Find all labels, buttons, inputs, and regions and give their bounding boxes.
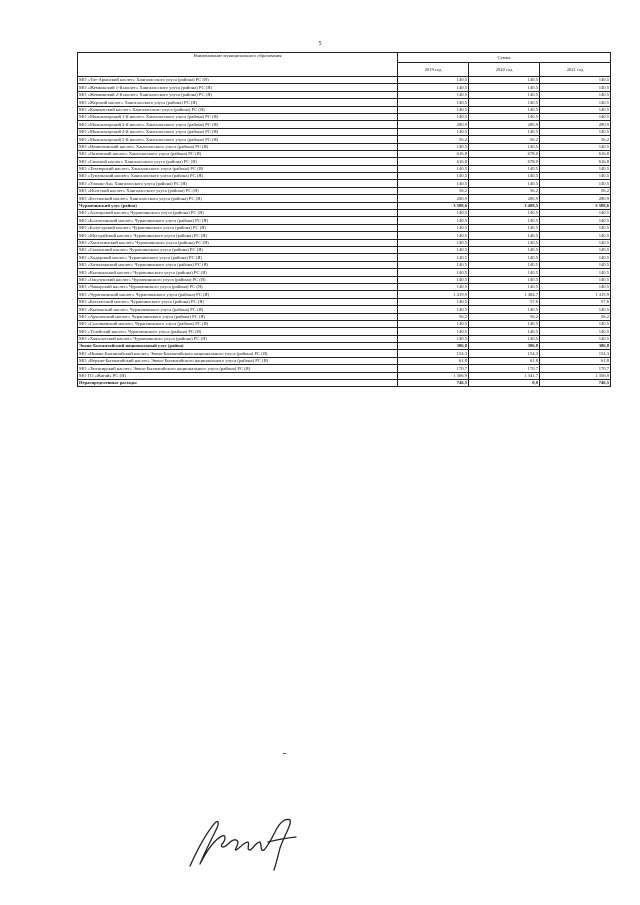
amount-2021-cell: 3 588,6	[540, 202, 611, 209]
municipality-name-cell: МО «Техтюрский наслег» Хангаласского улуса (района) РС (Я)	[78, 165, 398, 172]
table-row	[78, 91, 611, 98]
amount-2020-cell: 140,5	[469, 77, 540, 84]
amount-2020-cell: 140,5	[469, 113, 540, 120]
amount-2021-cell: 154,3	[540, 350, 611, 357]
amount-2020-cell: 170,7	[469, 365, 540, 372]
amount-2020-cell: 678,0	[469, 150, 540, 157]
amount-2020-cell: 140,5	[469, 328, 540, 335]
amount-2020-cell: 57,6	[469, 298, 540, 305]
table-row	[78, 269, 611, 276]
amount-2019-cell: 140,5	[398, 276, 469, 283]
amount-2021-cell: 1 356,9	[540, 372, 611, 379]
amount-2020-cell: 140,5	[469, 254, 540, 261]
amount-2020-cell: 140,5	[469, 173, 540, 180]
amount-2019-cell: 1 419,9	[398, 291, 469, 298]
amount-2019-cell: 1 306,9	[398, 372, 469, 379]
table-row	[78, 121, 611, 128]
amount-2019-cell: 56,2	[398, 187, 469, 194]
header-year-2021: 2021 год	[540, 62, 611, 76]
amount-2020-cell: 140,5	[469, 232, 540, 239]
amount-2020-cell: 140,5	[469, 165, 540, 172]
amount-2020-cell: 140,5	[469, 217, 540, 224]
municipality-name-cell: МО «Синский наслег» Хангаласского улуса (района) РС (Я)	[78, 158, 398, 165]
amount-2021-cell: 140,5	[540, 84, 611, 91]
amount-2019-cell: 280,9	[398, 121, 469, 128]
amount-2021-cell: 56,2	[540, 187, 611, 194]
municipality-name-cell: МО «Кытыкский наслег» Чурапчинского улуса (района) РС (Я)	[78, 306, 398, 313]
amount-2020-cell: 678,0	[469, 158, 540, 165]
amount-2019-cell: 140,5	[398, 91, 469, 98]
amount-2020-cell: 56,2	[469, 313, 540, 320]
table-row	[78, 343, 611, 350]
amount-2021-cell: 140,5	[540, 232, 611, 239]
municipality-name-cell: МО «Соловьевский наслег» Чурапчинского улуса (района) РС (Я)	[78, 320, 398, 327]
table-row	[78, 328, 611, 335]
amount-2019-cell: 746,5	[398, 380, 469, 387]
municipality-name-cell: МО «Болтогинский наслег» Чурапчинского улуса (района) РС (Я)	[78, 217, 398, 224]
amount-2019-cell: 140,5	[398, 84, 469, 91]
table-row	[78, 261, 611, 268]
amount-2020-cell: 140,5	[469, 283, 540, 290]
amount-2020-cell: 61,8	[469, 357, 540, 364]
amount-2019-cell: 140,5	[398, 128, 469, 135]
amount-2019-cell: 140,5	[398, 254, 469, 261]
amount-2019-cell: 140,5	[398, 143, 469, 150]
amount-2021-cell: 57,6	[540, 298, 611, 305]
amount-2021-cell: 140,5	[540, 143, 611, 150]
amount-2020-cell: 140,5	[469, 320, 540, 327]
municipality-name-cell: МО «Жемконский 2-й наслег» Хангаласского улуса (района) РС (Я)	[78, 91, 398, 98]
amount-2021-cell: 616,8	[540, 150, 611, 157]
table-row	[78, 210, 611, 217]
amount-2021-cell: 280,9	[540, 121, 611, 128]
table-row	[78, 239, 611, 246]
table-row	[78, 276, 611, 283]
amount-2019-cell: 140,5	[398, 217, 469, 224]
amount-2021-cell: 56,2	[540, 136, 611, 143]
municipality-name-cell: МО «Верхне-Бытантайский наслег» Эвено-Бытантайского национального улуса (района) РС (Я)	[78, 357, 398, 364]
amount-2021-cell: 170,7	[540, 365, 611, 372]
amount-2021-cell: 61,8	[540, 357, 611, 364]
amount-2021-cell: 140,5	[540, 217, 611, 224]
amount-2021-cell: 140,5	[540, 276, 611, 283]
amount-2019-cell: 140,5	[398, 232, 469, 239]
amount-2020-cell: 140,5	[469, 99, 540, 106]
amount-2019-cell: 61,8	[398, 357, 469, 364]
amount-2021-cell: 1 419,9	[540, 291, 611, 298]
amount-2021-cell: 386,8	[540, 343, 611, 350]
amount-2021-cell: 140,5	[540, 261, 611, 268]
amount-2019-cell: 140,5	[398, 239, 469, 246]
municipality-name-cell: МО «Мугудайский наслег» Чурапчинского улуса (района) РС (Я)	[78, 232, 398, 239]
municipality-name-cell: МО «Тит-Арынский наслег» Хангаласского улуса (района) РС (Я)	[78, 77, 398, 84]
amount-2019-cell: 140,5	[398, 106, 469, 113]
municipality-name-cell: МО «Нижне-Бытантайский наслег» Эвено-Бытантайского национального улуса (района) РС (Я)	[78, 350, 398, 357]
amount-2021-cell: 280,9	[540, 195, 611, 202]
amount-2021-cell: 140,5	[540, 283, 611, 290]
municipality-name-cell: Чурапчинский улус (район)	[78, 202, 398, 209]
table-row	[78, 357, 611, 364]
amount-2021-cell: 140,5	[540, 246, 611, 253]
amount-2019-cell: 170,7	[398, 365, 469, 372]
table-row	[78, 84, 611, 91]
table-row	[78, 283, 611, 290]
table-row	[78, 113, 611, 120]
municipality-name-cell: МО «Жемконский 1-й наслег» Хангаласского улуса (района) РС (Я)	[78, 84, 398, 91]
municipality-name-cell: МО «Хоптогинский наслег» Чурапчинского улуса (района) РС (Я)	[78, 239, 398, 246]
amount-2019-cell: 56,2	[398, 313, 469, 320]
municipality-name-cell: МО «Алагарский наслег» Чурапчинского улуса (района) РС (Я)	[78, 210, 398, 217]
amount-2021-cell: 140,5	[540, 173, 611, 180]
amount-2020-cell: 386,8	[469, 343, 540, 350]
amount-2019-cell: 140,5	[398, 173, 469, 180]
amount-2021-cell: 140,5	[540, 99, 611, 106]
table-row	[78, 195, 611, 202]
municipality-name-cell: МО «Октемский наслег» Хангаласского улуса (района) РС (Я)	[78, 150, 398, 157]
amount-2020-cell: 280,9	[469, 195, 540, 202]
amount-2020-cell: 140,5	[469, 239, 540, 246]
amount-2021-cell: 140,5	[540, 113, 611, 120]
table-row	[78, 291, 611, 298]
table-row	[78, 180, 611, 187]
table-row	[78, 224, 611, 231]
table-row	[78, 128, 611, 135]
table-row	[78, 99, 611, 106]
table-row	[78, 365, 611, 372]
amount-2019-cell: 616,8	[398, 150, 469, 157]
amount-2020-cell: 1 484,7	[469, 291, 540, 298]
municipality-name-cell: Эвено-Бытантайский национальный улус (район)	[78, 343, 398, 350]
table-row	[78, 77, 611, 84]
table-row	[78, 298, 611, 305]
amount-2019-cell: 140,5	[398, 261, 469, 268]
amount-2019-cell: 140,5	[398, 320, 469, 327]
header-sum: Сумма	[398, 53, 611, 63]
amount-2020-cell: 0,0	[469, 380, 540, 387]
amount-2019-cell: 154,3	[398, 350, 469, 357]
amount-2020-cell: 140,5	[469, 180, 540, 187]
municipality-name-cell: МО «Жерский наслег» Хангаласского улуса (района) РС (Я)	[78, 99, 398, 106]
table-row	[78, 165, 611, 172]
table-row	[78, 173, 611, 180]
table-body	[78, 77, 611, 387]
amount-2019-cell: 140,5	[398, 165, 469, 172]
budget-table	[77, 52, 611, 387]
header-municipality: Наименование муниципального образования	[78, 53, 398, 77]
amount-2020-cell: 140,5	[469, 335, 540, 342]
amount-2020-cell: 56,2	[469, 187, 540, 194]
header-year-2020: 2020 год	[469, 62, 540, 76]
table-row	[78, 350, 611, 357]
table-row	[78, 106, 611, 113]
table-row	[78, 320, 611, 327]
amount-2021-cell: 140,5	[540, 306, 611, 313]
amount-2021-cell: 140,5	[540, 335, 611, 342]
amount-2020-cell: 280,9	[469, 121, 540, 128]
table-row	[78, 246, 611, 253]
amount-2021-cell: 140,5	[540, 328, 611, 335]
municipality-name-cell: МО «Улахан-Ан» Хангаласского улуса (района) РС (Я)	[78, 180, 398, 187]
municipality-name-cell: МО «Мальжагарский 1-й наслег» Хангаласского улуса (района) РС (Я)	[78, 113, 398, 120]
amount-2019-cell: 140,5	[398, 224, 469, 231]
municipality-name-cell: МО «Бахсытский наслег» Чурапчинского улуса (района) РС (Я)	[78, 298, 398, 305]
municipality-name-cell: МО «Тюгясирский наслег» Эвено-Бытантайского национального улуса (района) РС (Я)	[78, 365, 398, 372]
amount-2020-cell: 154,3	[469, 350, 540, 357]
amount-2019-cell: 140,5	[398, 99, 469, 106]
amount-2019-cell: 140,5	[398, 210, 469, 217]
municipality-name-cell: МО «Качикатский наслег» Хангаласского улуса (района) РС (Я)	[78, 106, 398, 113]
table-row	[78, 313, 611, 320]
amount-2019-cell: 140,5	[398, 77, 469, 84]
amount-2019-cell: 140,5	[398, 328, 469, 335]
municipality-name-cell: МО «Иситский наслег» Хангаласского улуса (района) РС (Я)	[78, 187, 398, 194]
municipality-name-cell: МО ГО «Жатай» РС (Я)	[78, 372, 398, 379]
amount-2020-cell: 140,5	[469, 269, 540, 276]
municipality-name-cell: МО «Болугурский наслег» Чурапчинского улуса (района) РС (Я)	[78, 224, 398, 231]
amount-2021-cell: 140,5	[540, 320, 611, 327]
amount-2019-cell: 616,8	[398, 158, 469, 165]
municipality-name-cell: МО «Сыланский наслег» Чурапчинского улуса (района) РС (Я)	[78, 246, 398, 253]
amount-2019-cell: 140,5	[398, 283, 469, 290]
amount-2019-cell: 56,2	[398, 136, 469, 143]
table-row	[78, 143, 611, 150]
amount-2021-cell: 616,8	[540, 158, 611, 165]
amount-2019-cell: 140,5	[398, 298, 469, 305]
amount-2020-cell: 140,5	[469, 210, 540, 217]
amount-2019-cell: 386,8	[398, 343, 469, 350]
table-row	[78, 150, 611, 157]
municipality-name-cell: МО «Чурапчинский наслег» Чурапчинского улуса (района) РС (Я)	[78, 291, 398, 298]
amount-2021-cell: 140,5	[540, 239, 611, 246]
signature	[176, 808, 316, 878]
municipality-name-cell: МО «Немюгюнский наслег» Хангаласского улуса (района) РС (Я)	[78, 143, 398, 150]
municipality-name-cell: Нераспределенные расходы	[78, 380, 398, 387]
municipality-name-cell: МО «Арылахский наслег» Чурапчинского улуса (района) РС (Я)	[78, 313, 398, 320]
amount-2021-cell: 140,5	[540, 269, 611, 276]
amount-2019-cell: 140,5	[398, 269, 469, 276]
table-row	[78, 380, 611, 387]
municipality-name-cell: МО «Мальжагарский 5-й наслег» Хангаласского улуса (района) РС (Я)	[78, 136, 398, 143]
amount-2020-cell: 140,5	[469, 91, 540, 98]
amount-2021-cell: 140,5	[540, 180, 611, 187]
municipality-name-cell: МО «Мальжагарский 2-й наслег» Хангаласского улуса (района) РС (Я)	[78, 121, 398, 128]
municipality-name-cell: МО «Чакырский наслег» Чурапчинского улуса (района) РС (Я)	[78, 283, 398, 290]
amount-2020-cell: 140,5	[469, 84, 540, 91]
amount-2020-cell: 140,5	[469, 224, 540, 231]
table-row	[78, 187, 611, 194]
amount-2020-cell: 140,5	[469, 276, 540, 283]
amount-2021-cell: 140,5	[540, 128, 611, 135]
municipality-name-cell: МО «Тумульский наслег» Хангаласского улуса (района) РС (Я)	[78, 173, 398, 180]
amount-2021-cell: 140,5	[540, 224, 611, 231]
amount-2020-cell: 3 488,5	[469, 202, 540, 209]
table-row	[78, 217, 611, 224]
amount-2021-cell: 140,5	[540, 254, 611, 261]
table-row	[78, 335, 611, 342]
municipality-name-cell: МО «Бестяхский наслег» Хангаласского улуса (района) РС (Я)	[78, 195, 398, 202]
table-row	[78, 254, 611, 261]
amount-2020-cell: 140,5	[469, 106, 540, 113]
table-row	[78, 158, 611, 165]
amount-2020-cell: 1 341,7	[469, 372, 540, 379]
amount-2020-cell: 140,5	[469, 306, 540, 313]
municipality-name-cell: МО «Хатылынский наслег» Чурапчинского улуса (района) РС (Я)	[78, 261, 398, 268]
amount-2021-cell: 746,5	[540, 380, 611, 387]
amount-2019-cell: 140,5	[398, 113, 469, 120]
amount-2019-cell: 140,5	[398, 180, 469, 187]
amount-2021-cell: 140,5	[540, 106, 611, 113]
municipality-name-cell: МО «Мальжагарский 4-й наслег» Хангаласского улуса (района) РС (Я)	[78, 128, 398, 135]
amount-2019-cell: 140,5	[398, 335, 469, 342]
table-row	[78, 202, 611, 209]
table-row	[78, 306, 611, 313]
amount-2021-cell: 140,5	[540, 165, 611, 172]
page-number: 5	[318, 41, 322, 47]
table-row	[78, 232, 611, 239]
amount-2021-cell: 140,5	[540, 210, 611, 217]
header-year-2019: 2019 год	[398, 62, 469, 76]
amount-2019-cell: 3 588,6	[398, 202, 469, 209]
amount-2019-cell: 280,9	[398, 195, 469, 202]
amount-2020-cell: 56,2	[469, 136, 540, 143]
amount-2020-cell: 140,5	[469, 128, 540, 135]
amount-2020-cell: 140,5	[469, 143, 540, 150]
table-row	[78, 372, 611, 379]
municipality-name-cell: МО «Ожулунский наслег» Чурапчинского улуса (района) РС (Я)	[78, 276, 398, 283]
amount-2019-cell: 140,5	[398, 306, 469, 313]
amount-2020-cell: 140,5	[469, 261, 540, 268]
amount-2021-cell: 140,5	[540, 77, 611, 84]
municipality-name-cell: МО «Хадарский наслег» Чурапчинского улуса (района) РС (Я)	[78, 254, 398, 261]
amount-2019-cell: 140,5	[398, 246, 469, 253]
amount-2021-cell: 56,2	[540, 313, 611, 320]
municipality-name-cell: МО «Кытанахский наслег» Чурапчинского улуса (района) РС (Я)	[78, 269, 398, 276]
municipality-name-cell: МО «Хаяхсытский наслег» Чурапчинского улуса (района) РС (Я)	[78, 335, 398, 342]
amount-2021-cell: 140,5	[540, 91, 611, 98]
amount-2020-cell: 140,5	[469, 246, 540, 253]
municipality-name-cell: МО «Телейский наслег» Чурапчинского улуса (района) РС (Я)	[78, 328, 398, 335]
table-row	[78, 136, 611, 143]
divider-mark	[283, 753, 286, 754]
